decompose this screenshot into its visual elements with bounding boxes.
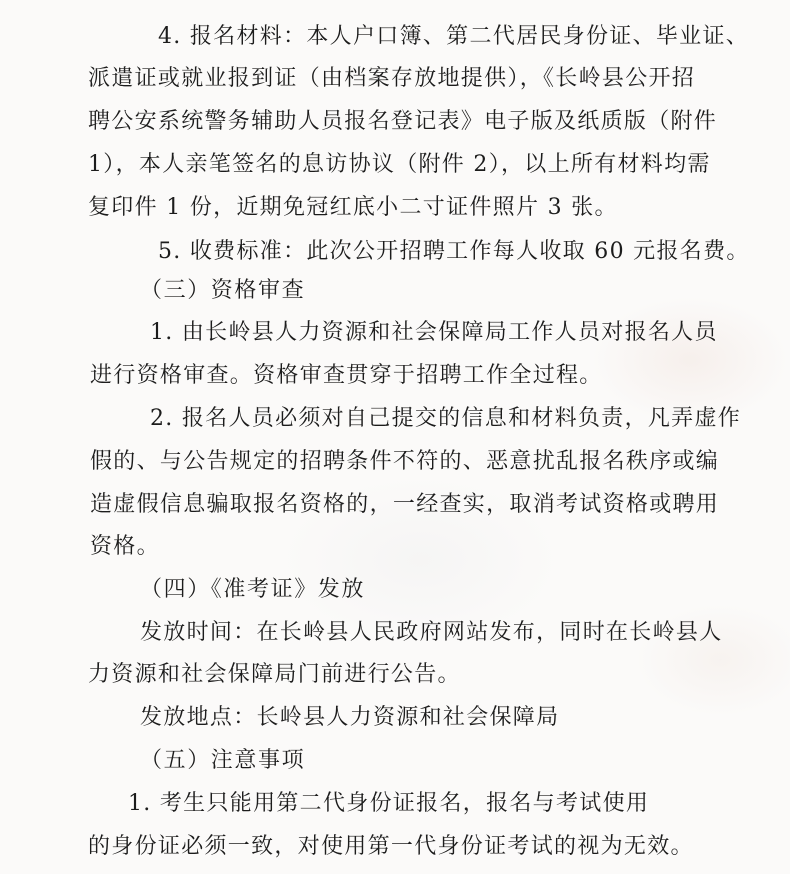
text-line: 1. 由长岭县人力资源和社会保障局工作人员对报名人员 <box>150 320 718 345</box>
section-heading: （三）资格审查 <box>140 278 306 303</box>
text-line: 2. 报名人员必须对自己提交的信息和材料负责，凡弄虚作 <box>150 406 742 431</box>
text-line: 派遣证或就业报到证（由档案存放地提供），《长岭县公开招 <box>88 66 696 91</box>
section-heading: （四）《准考证》发放 <box>140 577 366 602</box>
text-line: 5. 收费标准：此次公开招聘工作每人收取 60 元报名费。 <box>158 239 750 264</box>
text-line: 假的、与公告规定的招聘条件不符的、恶意扰乱报名秩序或编 <box>90 449 720 474</box>
text-line: 发放地点：长岭县人力资源和社会保障局 <box>140 705 560 730</box>
text-line: 进行资格审查。资格审查贯穿于招聘工作全过程。 <box>90 363 603 388</box>
text-line: 复印件 1 份，近期免冠红底小二寸证件照片 3 张。 <box>88 195 618 220</box>
text-line: 1. 考生只能用第二代身份证报名，报名与考试使用 <box>128 791 650 816</box>
text-line: 4. 报名材料：本人户口簿、第二代居民身份证、毕业证、 <box>158 24 750 49</box>
text-line: 发放时间：在长岭县人民政府网站发布，同时在长岭县人 <box>140 620 723 645</box>
text-line: 聘公安系统警务辅助人员报名登记表》电子版及纸质版（附件 <box>88 109 718 134</box>
text-line: 资格。 <box>90 534 160 559</box>
text-line: 造虚假信息骗取报名资格的，一经查实，取消考试资格或聘用 <box>90 492 720 517</box>
section-heading: （五）注意事项 <box>140 748 306 773</box>
text-line: 1），本人亲笔签名的息访协议（附件 2），以上所有材料均需 <box>88 152 711 177</box>
text-line: 的身份证必须一致，对使用第一代身份证考试的视为无效。 <box>88 834 694 859</box>
text-line: 力资源和社会保障局门前进行公告。 <box>88 662 461 687</box>
